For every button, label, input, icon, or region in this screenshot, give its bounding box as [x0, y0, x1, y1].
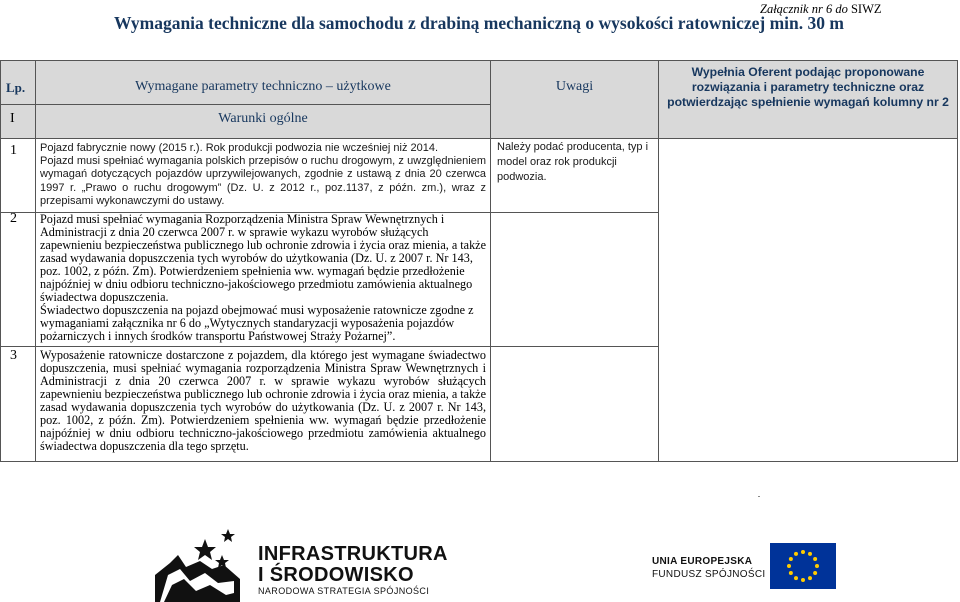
- table-border-left: [0, 60, 1, 462]
- row-2-line-1: Pojazd musi spełniać wymagania Rozporządzenia Ministra Spraw Wewnętrznych i Administracji z dnia 20 czerwca 2007 r. w sprawie wykazu wyrobów służących zapewnieniu bezpieczeństwa publicznego lub ochronie zdrowia i życia oraz mienia, a także zasad wydawania dopuszczenia tych wyrobów do użytkowania (Dz. U. z 2007 r. Nr 143, poz. 1002, z późn. Zm). Potwierdzeniem spełnienia ww. wymagań będzie przedłożenie najpóźniej w dniu odbioru techniczno-jakościowego przedmiotu zamówienia aktualnego świadectwa dopuszczenia.: [40, 212, 486, 304]
- requirements-table: [0, 60, 958, 462]
- header-offer: Wypełnia Oferent podając proponowane rozwiązania i parametry techniczne oraz potwierdzając spełnienie wymagań kolumny nr 2: [667, 65, 949, 109]
- annex-suffix: SIWZ: [850, 2, 882, 16]
- row-2-text: [40, 213, 486, 343]
- eu-star-icon: [815, 564, 819, 568]
- row-1-line-2: Pojazd musi spełniać wymagania polskich przepisów o ruchu drogowym, z uwzględnieniem wymagań dotyczących pojazdów uprzywilejowanych, zgodnie z ustawą z dnia 20 czerwca 1997 r. „Prawo o ruchu drogowym” (Dz. U. z 2012 r., poz.1137, z późn. zm.), wraz z przepisami wykonawczymi do ustawy.: [40, 155, 486, 207]
- row-1-text: [40, 142, 486, 208]
- col-divider-params: [490, 60, 491, 462]
- infra-line-1: INFRASTRUKTURA: [258, 543, 448, 565]
- eu-star-icon: [801, 578, 805, 582]
- eu-line-1: UNIA EUROPEJSKA: [652, 556, 753, 567]
- infra-line-2: I ŚRODOWISKO: [258, 564, 414, 586]
- eu-star-icon: [801, 550, 805, 554]
- section-label: Warunki ogólne: [218, 111, 308, 126]
- stray-mark: [758, 496, 760, 497]
- eu-flag-icon: [770, 543, 836, 589]
- section-divider: [0, 104, 490, 105]
- eu-star-icon: [789, 571, 793, 575]
- col-divider-notes: [658, 60, 659, 462]
- table-border-bottom: [0, 461, 958, 462]
- eu-star-icon: [808, 552, 812, 556]
- eu-line-2: FUNDUSZ SPÓJNOŚCI: [652, 569, 766, 580]
- row-divider-2: [0, 346, 658, 347]
- eu-star-icon: [813, 557, 817, 561]
- eu-star-icon: [789, 557, 793, 561]
- document-title: Wymagania techniczne dla samochodu z drabiną mechaniczną o wysokości ratowniczej min. 30 m: [114, 13, 844, 33]
- row-1-number: 1: [10, 143, 17, 158]
- eu-logo-text: [652, 555, 765, 581]
- eu-star-icon: [794, 576, 798, 580]
- section-number: I: [10, 111, 15, 126]
- row-2-line-2: Świadectwo dopuszczenia na pojazd obejmować musi wyposażenie ratownicze zgodne z wymaganiami załącznika nr 6 do „Wytycznych standaryzacji wyposażenia pojazdów pożarniczych i innych środków transportu Państwowej Straży Pożarnej”.: [40, 303, 474, 343]
- infrastruktura-logo-text: [258, 544, 448, 586]
- header-params: Wymagane parametry techniczno – użytkowe: [135, 79, 391, 94]
- offer-header-fill: [658, 120, 958, 138]
- row-1-line-1: Pojazd fabrycznie nowy (2015 r.). Rok produkcji podwozia nie wcześniej niż 2014.: [40, 142, 439, 154]
- row-3-number: 3: [10, 348, 17, 363]
- offer-column-body: [658, 138, 958, 462]
- row-3-text: [40, 349, 486, 453]
- row-2-number: 2: [10, 211, 17, 226]
- eu-star-icon: [787, 564, 791, 568]
- row-1-note: Należy podać producenta, typ i model oraz rok produkcji podwozia.: [497, 141, 649, 183]
- annex-prefix: Załącznik nr 6 do: [760, 2, 848, 16]
- table-border-right: [957, 60, 958, 462]
- infra-subtitle: NARODOWA STRATEGIA SPÓJNOŚCI: [258, 586, 430, 596]
- table-border-top: [0, 60, 958, 61]
- header-lp: Lp.: [6, 80, 26, 95]
- eu-star-icon: [808, 576, 812, 580]
- header-notes: Uwagi: [555, 79, 594, 94]
- row-3-line-1: Wyposażenie ratownicze dostarczone z pojazdem, dla którego jest wymagane świadectwo dopuszczenia, musi spełniać wymagania rozporządzenia Ministra Spraw Wewnętrznych i Administracji z dnia 20 czerwca 2007 r. w sprawie wykazu wyrobów służących zapewnieniu bezpieczeństwa publicznego lub ochronie zdrowia i życia oraz mienia, a także zasad wydawania dopuszczenia tych wyrobów do użytkowania (Dz. U. z 2007 r. Nr 143, poz. 1002, z późn. Zm). Potwierdzeniem spełnienia ww. wymagań będzie przedłożenie najpóźniej w dniu odbioru techniczno-jakościowego przedmiotu zamówienia aktualnego świadectwa dopuszczenia dla tego sprzętu.: [40, 348, 486, 453]
- kapitał-ludzki-logo-icon: [150, 525, 245, 602]
- eu-star-icon: [794, 552, 798, 556]
- header-divider: [0, 138, 958, 139]
- eu-star-icon: [813, 571, 817, 575]
